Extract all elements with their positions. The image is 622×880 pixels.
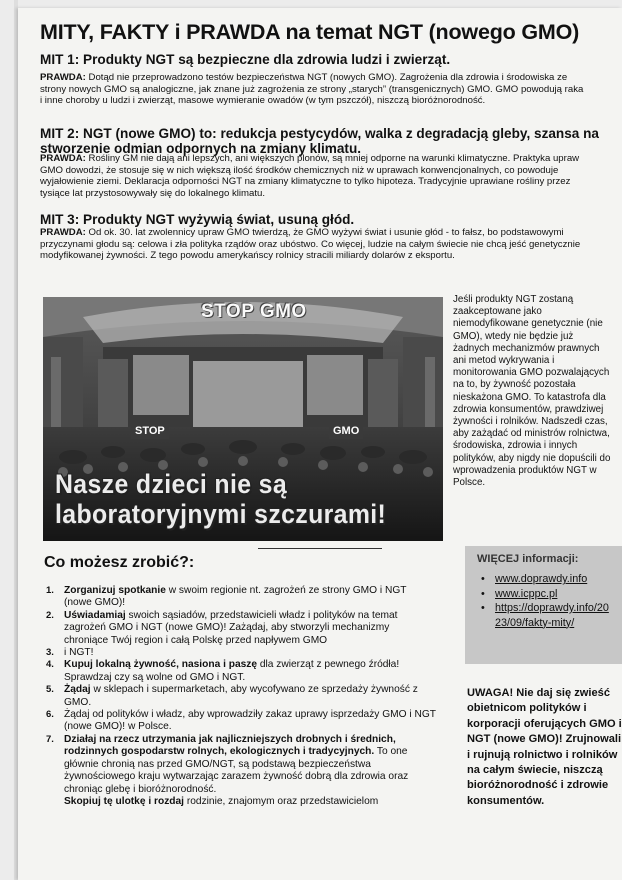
action-text: i NGT! [64, 647, 94, 659]
caption-line-2: laboratoryjnymi szczurami! [55, 499, 387, 529]
action-list [46, 585, 436, 808]
item-number: 5. [46, 684, 54, 696]
action-item [64, 796, 436, 808]
action-bold: Żądaj [64, 684, 91, 696]
action-text: To one głównie chronią nas przed GMO/NGT, są podstawą bezpieczeństwa żywnościowego kraju wytwarzając zarazem żywność dobrą dla zdrowia oraz chroniąc glebę i bioróżnorodność. [64, 746, 409, 795]
action-item [46, 609, 436, 647]
myth-3-truth [40, 227, 588, 262]
item-number: 7. [46, 733, 54, 745]
section-divider [258, 548, 382, 549]
truth-label: PRAWDA: [40, 153, 86, 164]
truth-label: PRAWDA: [40, 72, 86, 83]
item-number: 3. [46, 647, 54, 659]
more-info-box [465, 546, 622, 664]
action-bold: Działaj na rzecz utrzymania jak najliczniejszych drobnych i średnich, rodzinnych gospodarstw rolnych, ekologicznych i tradycyjnych. [64, 733, 396, 758]
stop-gmo-banner: STOP GMO [201, 301, 307, 322]
what-can-you-do-heading: Co możesz zrobić?: [44, 554, 195, 571]
action-text: Żądaj od polityków i władz, aby wprowadziły zakaz uprawy isprzedaży GMO i NGT (nowe GMO)! w Polsce. [64, 709, 436, 733]
leaflet-title: MITY, FAKTY i PRAWDA na temat NGT (nowego GMO) [40, 20, 580, 44]
action-item [46, 647, 436, 659]
truth-text: Rośliny GM nie dają ani lepszych, ani większych plonów, są mniej odporne na warunki klimatyczne. Praktyka upraw GMO dowodzi, że stosuje się w nich większą ilość środków chemicznych niż w uprawach konwencjonalnych, co powoduje wyjałowienie ziemi. Deklaracja odporności NGT na zmiany klimatyczne to tylko hipoteza. Tradycyjnie uprawiane rośliny przez tysiące lat przystosowywały się do lokalnego klimatu. [40, 153, 580, 199]
info-link-item [479, 572, 622, 587]
item-number: 2. [46, 609, 54, 621]
item-number: 1. [46, 585, 54, 596]
item-number: 6. [46, 709, 54, 721]
action-bold: Zorganizuj spotkanie [64, 585, 166, 596]
caption-line-1: Nasze dzieci nie są [55, 469, 288, 499]
link-icppc[interactable]: www.icppc.pl [495, 587, 558, 600]
stop-sign: STOP [131, 423, 169, 439]
action-bold: Uświadamiaj [64, 609, 126, 621]
truth-label: PRAWDA: [40, 227, 86, 238]
myth-1-heading: MIT 1: Produkty NGT są bezpieczne dla zdrowia ludzi i zwierząt. [40, 52, 451, 67]
action-text: swoich sąsiadów, przedstawicieli władz i polityków na temat zagrożeń GMO i NGT (nowe GMO)! Zażądaj, aby stworzyli mechanizmy chroniące Twój region i całą Polskę przed napływem GMO [64, 609, 398, 646]
ngt-warning-text: Jeśli produkty NGT zostaną zaakceptowane jako niemodyfikowane genetycznie (nie GMO), wtedy nie będzie już żadnych mechanizmów prawnych ani metod wykrywania i monitorowania GMO pozwalających na to, by żywność pozostała nieskażona GMO. To katastrofa dla zdrowia konsumentów, prawdziwej żywności i rolników. Nadszedł czas, aby zażądać od ministrów rolnictwa, środowiska, zdrowia i innych polityków, aby nigdy nie dopuścili do wprowadzenia produktów NGT w Polsce. [453, 294, 611, 489]
action-item [46, 733, 436, 796]
item-number: 4. [46, 659, 54, 671]
link-doprawdy[interactable]: www.doprawdy.info [495, 573, 588, 585]
action-text: rodzinie, znajomym oraz przedstawicielom [184, 795, 379, 807]
action-item [46, 659, 436, 684]
info-link-item [479, 587, 622, 602]
protest-photo [43, 297, 443, 541]
info-links [479, 572, 622, 630]
myth-2-heading: MIT 2: NGT (nowe GMO) to: redukcja pestycydów, walka z degradacją gleby, szansa na stworzenie odmian odpornych na zmiany klimatu. [40, 126, 599, 156]
action-bold: Skopiuj tę ulotkę i rozdaj [64, 795, 185, 807]
action-text: w sklepach i supermarketach, aby wycofywano ze sprzedaży żywność z GMO. [64, 684, 418, 708]
action-text: dla zwierząt z pewnego źródła! Sprawdzaj czy są wolne od GMO i NGT. [64, 659, 400, 683]
gmo-sign: GMO [329, 423, 363, 439]
truth-text: Od ok. 30. lat zwolennicy upraw GMO twierdzą, że GMO wyżywi świat i usunie głód - to fałsz, bo podstawowymi przyczynami głodu są: celowa i zła polityka rządów oraz ubóstwo. Co więcej, ludzie na całym świecie nie chcą jeść genetycznie modyfikowanej żywności. Z tego powodu amerykańscy rolnicy stracili miliardy dolarów z eksportu. [40, 227, 581, 262]
info-link-item [479, 601, 613, 630]
warning-text: UWAGA! Nie daj się zwieść obietnicom polityków i korporacji oferujących GMO i NGT (nowe GMO)! Zrujnowali i rujnują rolnictwo i rolników na całym świecie, niszczą bioróżnorodność i zdrowie konsumentów. [467, 687, 622, 807]
myth-2-truth [40, 153, 588, 199]
action-item [46, 709, 436, 734]
action-text: w swoim regionie nt. zagrożeń ze strony GMO i NGT (nowe GMO)! [64, 585, 407, 609]
action-item [46, 585, 436, 610]
myth-3-heading: MIT 3: Produkty NGT wyżywią świat, usuną głód. [40, 212, 355, 227]
photo-caption [55, 469, 386, 529]
link-fakty-mity[interactable]: https://doprawdy.info/2023/09/fakty-mity/ [495, 602, 609, 629]
myth-1-truth [40, 72, 588, 107]
action-bold: Kupuj lokalną żywność, nasiona i paszę [64, 659, 258, 671]
action-item [46, 684, 436, 709]
more-info-heading: WIĘCEJ informacji: [477, 553, 579, 565]
truth-text: Dotąd nie przeprowadzono testów bezpieczeństwa NGT (nowych GMO). Zagrożenia dla zdrowia i środowiska ze strony nowych GMO są analogiczne, jak znane już zagrożenia ze strony „starych” (transgenicznych) GMO. GMO powodują raka i inne choroby u ludzi i zwierząt, masowe wymieranie owadów (w tym pszczół), niszczą bioróżnorodność. [40, 72, 584, 107]
